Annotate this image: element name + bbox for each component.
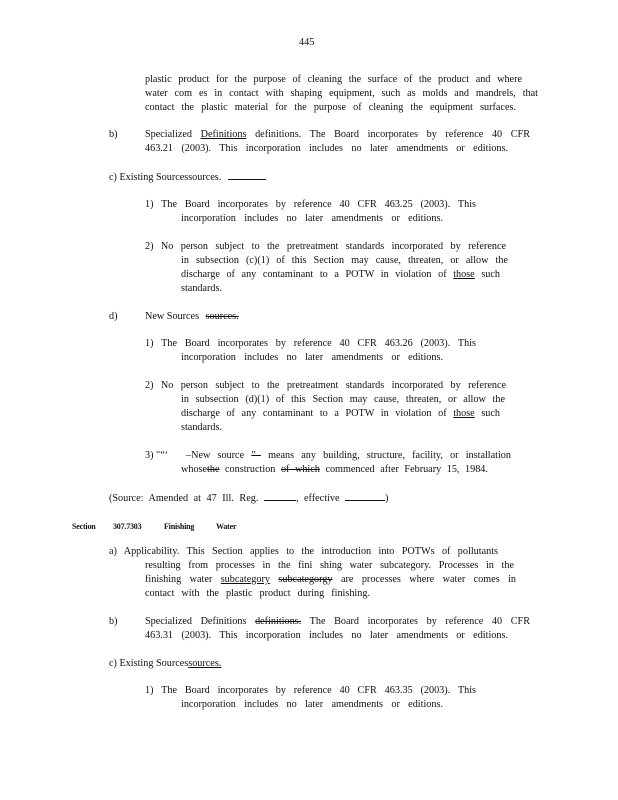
paragraph-line: 2) No person subject to the pretreatment standards incorporated by reference (145, 241, 506, 252)
deleted-text: subcategorgy (278, 574, 333, 585)
paragraph-line: 2) No person subject to the pretreatment standards incorporated by reference (145, 380, 506, 391)
inserted-text: sources. (188, 658, 222, 669)
paragraph-line: incorporation includes no later amendments or editions. (181, 352, 443, 363)
deleted-text: ”– (251, 450, 261, 461)
paragraph-line: 463.21 (2003). This incorporation includes no later amendments or editions. (145, 143, 508, 154)
inserted-text: subcategory (220, 574, 270, 585)
paragraph-line: incorporation includes no later amendments or editions. (181, 699, 443, 710)
deleted-text: definitions. (255, 616, 302, 627)
text: Specialized (145, 129, 192, 140)
paragraph-line: in subsection (d)(1) of this Section may cause, threaten, or allow the (181, 394, 505, 405)
section-title: Water (216, 522, 237, 531)
subsection-heading (109, 657, 221, 671)
text: are processes where water comes in (340, 574, 517, 585)
paragraph-line (145, 128, 530, 142)
section-label: Section (72, 522, 96, 531)
page-number: 445 (299, 37, 315, 48)
paragraph-line: 1) The Board incorporates by reference 40 CFR 463.25 (2003). This (145, 199, 476, 210)
underline-blank (228, 170, 266, 180)
deleted-text: of which (280, 464, 320, 475)
text: definitions. The Board incorporates by reference 40 CFR (255, 129, 531, 140)
inserted-text: those (453, 408, 475, 419)
text: –New source (186, 450, 245, 461)
paragraph-line: resulting from processes in the fini shing water subcategory. Processes in the (145, 560, 514, 571)
text: , effective (295, 493, 340, 504)
text: discharge of any contaminant to a POTW in violation of (181, 408, 447, 419)
source-note (109, 491, 388, 506)
text: ) (385, 493, 389, 504)
paragraph-line: standards. (181, 283, 223, 294)
paragraph-line: incorporation includes no later amendments or editions. (181, 213, 443, 224)
paragraph-line: in subsection (c)(1) of this Section may cause, threaten, or allow the (181, 255, 508, 266)
section-title: Finishing (164, 522, 195, 531)
item-label: b) (109, 129, 118, 140)
inserted-text: Definitions (200, 129, 247, 140)
inserted-text: those (453, 269, 475, 280)
text: c) Existing Sourcessources. (109, 172, 222, 183)
register-page-blank (264, 491, 296, 501)
deleted-text: the (207, 464, 220, 475)
intro-line: contact the plastic material for the purpose of cleaning the equipment surfaces. (145, 102, 516, 113)
item-label: 3) "“‘ (145, 450, 169, 461)
intro-line: plastic product for the purpose of cleaning the surface of the product and where (145, 74, 522, 85)
paragraph-line (145, 615, 530, 629)
subsection-heading (109, 170, 266, 185)
paragraph-line: contact with the plastic product during finishing. (145, 588, 370, 599)
deleted-text: sources. (205, 311, 239, 322)
text: whose (181, 464, 208, 475)
text: The Board incorporates by reference 40 CFR (309, 616, 530, 627)
paragraph-line (181, 268, 500, 282)
item-label: d) (109, 311, 118, 322)
paragraph-line: standards. (181, 422, 223, 433)
paragraph-line: 1) The Board incorporates by reference 40 CFR 463.26 (2003). This (145, 338, 476, 349)
paragraph-line (181, 463, 488, 477)
intro-line: water com es in contact with shaping equipment, such as molds and mandrels, that (145, 88, 538, 99)
paragraph-line (181, 407, 500, 421)
text: c) Existing Sources (109, 658, 189, 669)
text: finishing water (145, 574, 213, 585)
text: discharge of any contaminant to a POTW in violation of (181, 269, 447, 280)
text: commenced after February 15, 1984. (325, 464, 488, 475)
text: means any building, structure, facility, or installation (268, 450, 511, 461)
section-number: 307.7303 (113, 522, 142, 531)
text: such (481, 408, 501, 419)
paragraph-line: 1) The Board incorporates by reference 40 CFR 463.35 (2003). This (145, 685, 476, 696)
text: (Source: Amended at 47 Ill. Reg. (109, 493, 259, 504)
text: such (481, 269, 501, 280)
effective-date-blank (345, 491, 385, 501)
paragraph-line: 463.31 (2003). This incorporation includes no later amendments or editions. (145, 630, 508, 641)
item-label: b) (109, 616, 118, 627)
text: New Sources (145, 311, 200, 322)
paragraph-line (145, 573, 516, 587)
paragraph-line (186, 449, 511, 463)
subsection-heading (145, 310, 239, 324)
text: construction (225, 464, 276, 475)
paragraph-line: a) Applicability. This Section applies to the introduction into POTWs of pollutants (109, 546, 498, 557)
text: Specialized Definitions (145, 616, 247, 627)
